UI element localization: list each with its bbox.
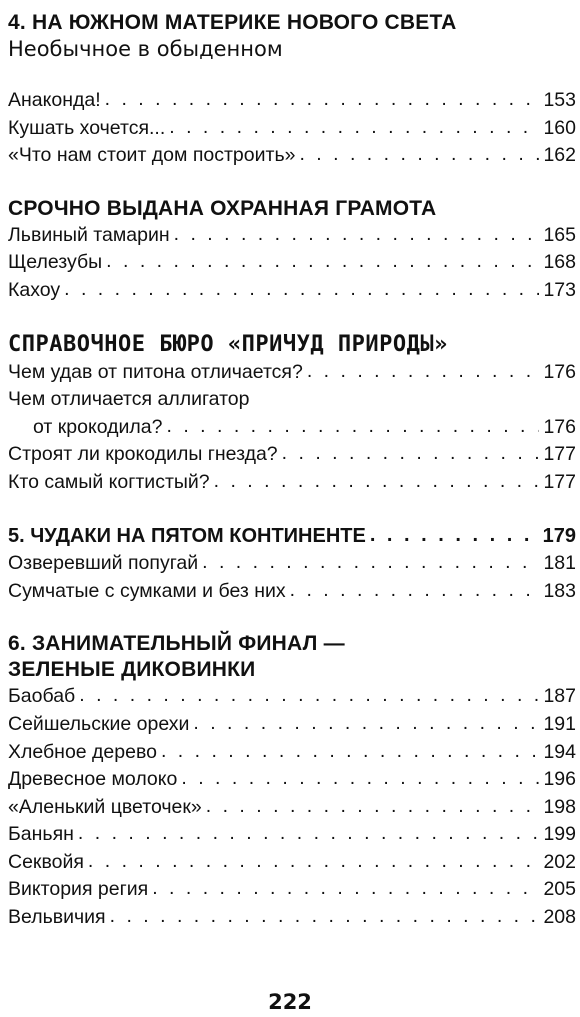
toc-entry-title: Кто самый когтистый?	[8, 470, 210, 493]
toc-entry[interactable]	[8, 578, 576, 606]
toc-entry[interactable]	[8, 550, 576, 578]
toc-entry[interactable]	[8, 469, 576, 497]
toc-entry-title: Кушать хочется...	[8, 116, 166, 139]
toc-entry-title: Кахоу	[8, 278, 61, 301]
leader-dots	[106, 248, 539, 276]
toc-entry-page: 176	[543, 415, 576, 438]
toc-entry-title: Сумчатые с сумками и без них	[8, 579, 286, 602]
toc-entry[interactable]	[8, 115, 576, 143]
toc-entry-title: от крокодила?	[33, 415, 163, 438]
section-protect-title: СРОЧНО ВЫДАНА ОХРАННАЯ ГРАМОТА	[8, 196, 437, 220]
leader-dots	[370, 522, 539, 550]
leader-dots	[64, 276, 539, 304]
toc-entry-page: 202	[543, 850, 576, 873]
section-reference-title: СПРАВОЧНОЕ БЮРО «ПРИЧУД ПРИРОДЫ»	[8, 331, 448, 357]
toc-entry[interactable]	[8, 904, 576, 932]
leader-dots	[282, 440, 540, 468]
toc-entry[interactable]	[8, 277, 576, 305]
toc-entry-title: Баобаб	[8, 685, 76, 708]
chapter-5-page: 179	[542, 524, 576, 547]
leader-dots	[174, 221, 540, 249]
toc-entry[interactable]	[8, 739, 576, 767]
toc-entry-page: 196	[543, 768, 576, 791]
leader-dots	[152, 875, 539, 903]
leader-dots	[78, 820, 540, 848]
toc-entry-title: Хлебное дерево	[8, 740, 157, 763]
toc-entry-title: «Что нам стоит дом построить»	[8, 144, 296, 167]
leader-dots	[206, 793, 540, 821]
toc-entry-page: 165	[543, 223, 576, 246]
toc-entry-page: 208	[543, 906, 576, 929]
toc-entry-title: Секвойя	[8, 850, 84, 873]
toc-entry[interactable]	[8, 849, 576, 877]
toc-entry-title: Древесное молоко	[8, 768, 178, 791]
toc-entry[interactable]	[8, 414, 576, 442]
leader-dots	[161, 738, 539, 766]
toc-entry-page: 191	[543, 712, 576, 735]
leader-dots	[290, 577, 540, 605]
toc-entry-title: Чем удав от питона отличается?	[8, 360, 303, 383]
toc-entry[interactable]	[8, 222, 576, 250]
toc-entry-page: 173	[543, 278, 576, 301]
chapter-6-title-line1: 6. ЗАНИМАТЕЛЬНЫЙ ФИНАЛ —	[8, 632, 345, 656]
toc-entry-page: 181	[543, 552, 576, 575]
leader-dots	[307, 358, 540, 386]
toc-entry-title: Вельвичия	[8, 906, 106, 929]
toc-entry-page: 198	[543, 795, 576, 818]
toc-entry-page: 205	[543, 878, 576, 901]
toc-entry-page: 177	[543, 470, 576, 493]
toc-entry[interactable]	[8, 249, 576, 277]
toc-entry-page: 162	[543, 144, 576, 167]
table-of-contents	[8, 0, 576, 932]
leader-dots	[202, 549, 539, 577]
toc-entry-page: 177	[543, 443, 576, 466]
toc-entry-page: 168	[543, 251, 576, 274]
toc-entry[interactable]	[8, 821, 576, 849]
chapter-5-title: 5. ЧУДАКИ НА ПЯТОМ КОНТИНЕНТЕ	[8, 524, 366, 547]
toc-entry[interactable]	[8, 711, 576, 739]
chapter-5-heading[interactable]	[8, 523, 576, 551]
page-number: 222	[268, 990, 312, 1014]
toc-entry-title: Львиный тамарин	[8, 223, 170, 246]
toc-entry[interactable]	[8, 441, 576, 469]
leader-dots	[193, 710, 539, 738]
toc-entry-page: 176	[543, 360, 576, 383]
leader-dots	[299, 141, 539, 169]
leader-dots	[181, 765, 539, 793]
toc-entry[interactable]	[8, 359, 576, 387]
toc-entry-title: Щелезубы	[8, 251, 103, 274]
leader-dots	[167, 413, 540, 441]
leader-dots	[105, 86, 540, 114]
toc-entry[interactable]	[8, 766, 576, 794]
toc-entry-page: 187	[543, 685, 576, 708]
toc-entry-title: «Аленький цветочек»	[8, 795, 202, 818]
leader-dots	[214, 468, 540, 496]
leader-dots	[110, 903, 540, 931]
chapter-4-subtitle: Необычное в обыденном	[8, 37, 283, 61]
toc-entry[interactable]	[8, 142, 576, 170]
toc-entry-title: Озверевший попугай	[8, 552, 199, 575]
toc-entry-title: Виктория регия	[8, 878, 149, 901]
toc-entry-title: Сейшельские орехи	[8, 712, 190, 735]
toc-entry[interactable]	[8, 794, 576, 822]
toc-entry-page: 183	[543, 579, 576, 602]
toc-entry-page: 199	[543, 823, 576, 846]
toc-entry[interactable]	[8, 876, 576, 904]
toc-entry-page: 153	[543, 89, 576, 111]
toc-entry-title-line[interactable]: Чем отличается аллигатор	[8, 388, 250, 411]
toc-entry[interactable]	[8, 683, 576, 711]
toc-entry-page: 160	[543, 116, 576, 139]
leader-dots	[88, 848, 540, 876]
chapter-6-title-line2: ЗЕЛЕНЫЕ ДИКОВИНКИ	[8, 658, 256, 682]
leader-dots	[169, 114, 539, 142]
toc-entry-page: 194	[543, 740, 576, 763]
chapter-4-title: 4. НА ЮЖНОМ МАТЕРИКЕ НОВОГО СВЕТА	[8, 11, 457, 34]
leader-dots	[79, 682, 539, 710]
toc-entry[interactable]	[8, 87, 576, 115]
toc-entry-title: Строят ли крокодилы гнезда?	[8, 443, 278, 466]
toc-entry-title: Анаконда!	[8, 89, 101, 111]
toc-entry-title: Баньян	[8, 823, 74, 846]
